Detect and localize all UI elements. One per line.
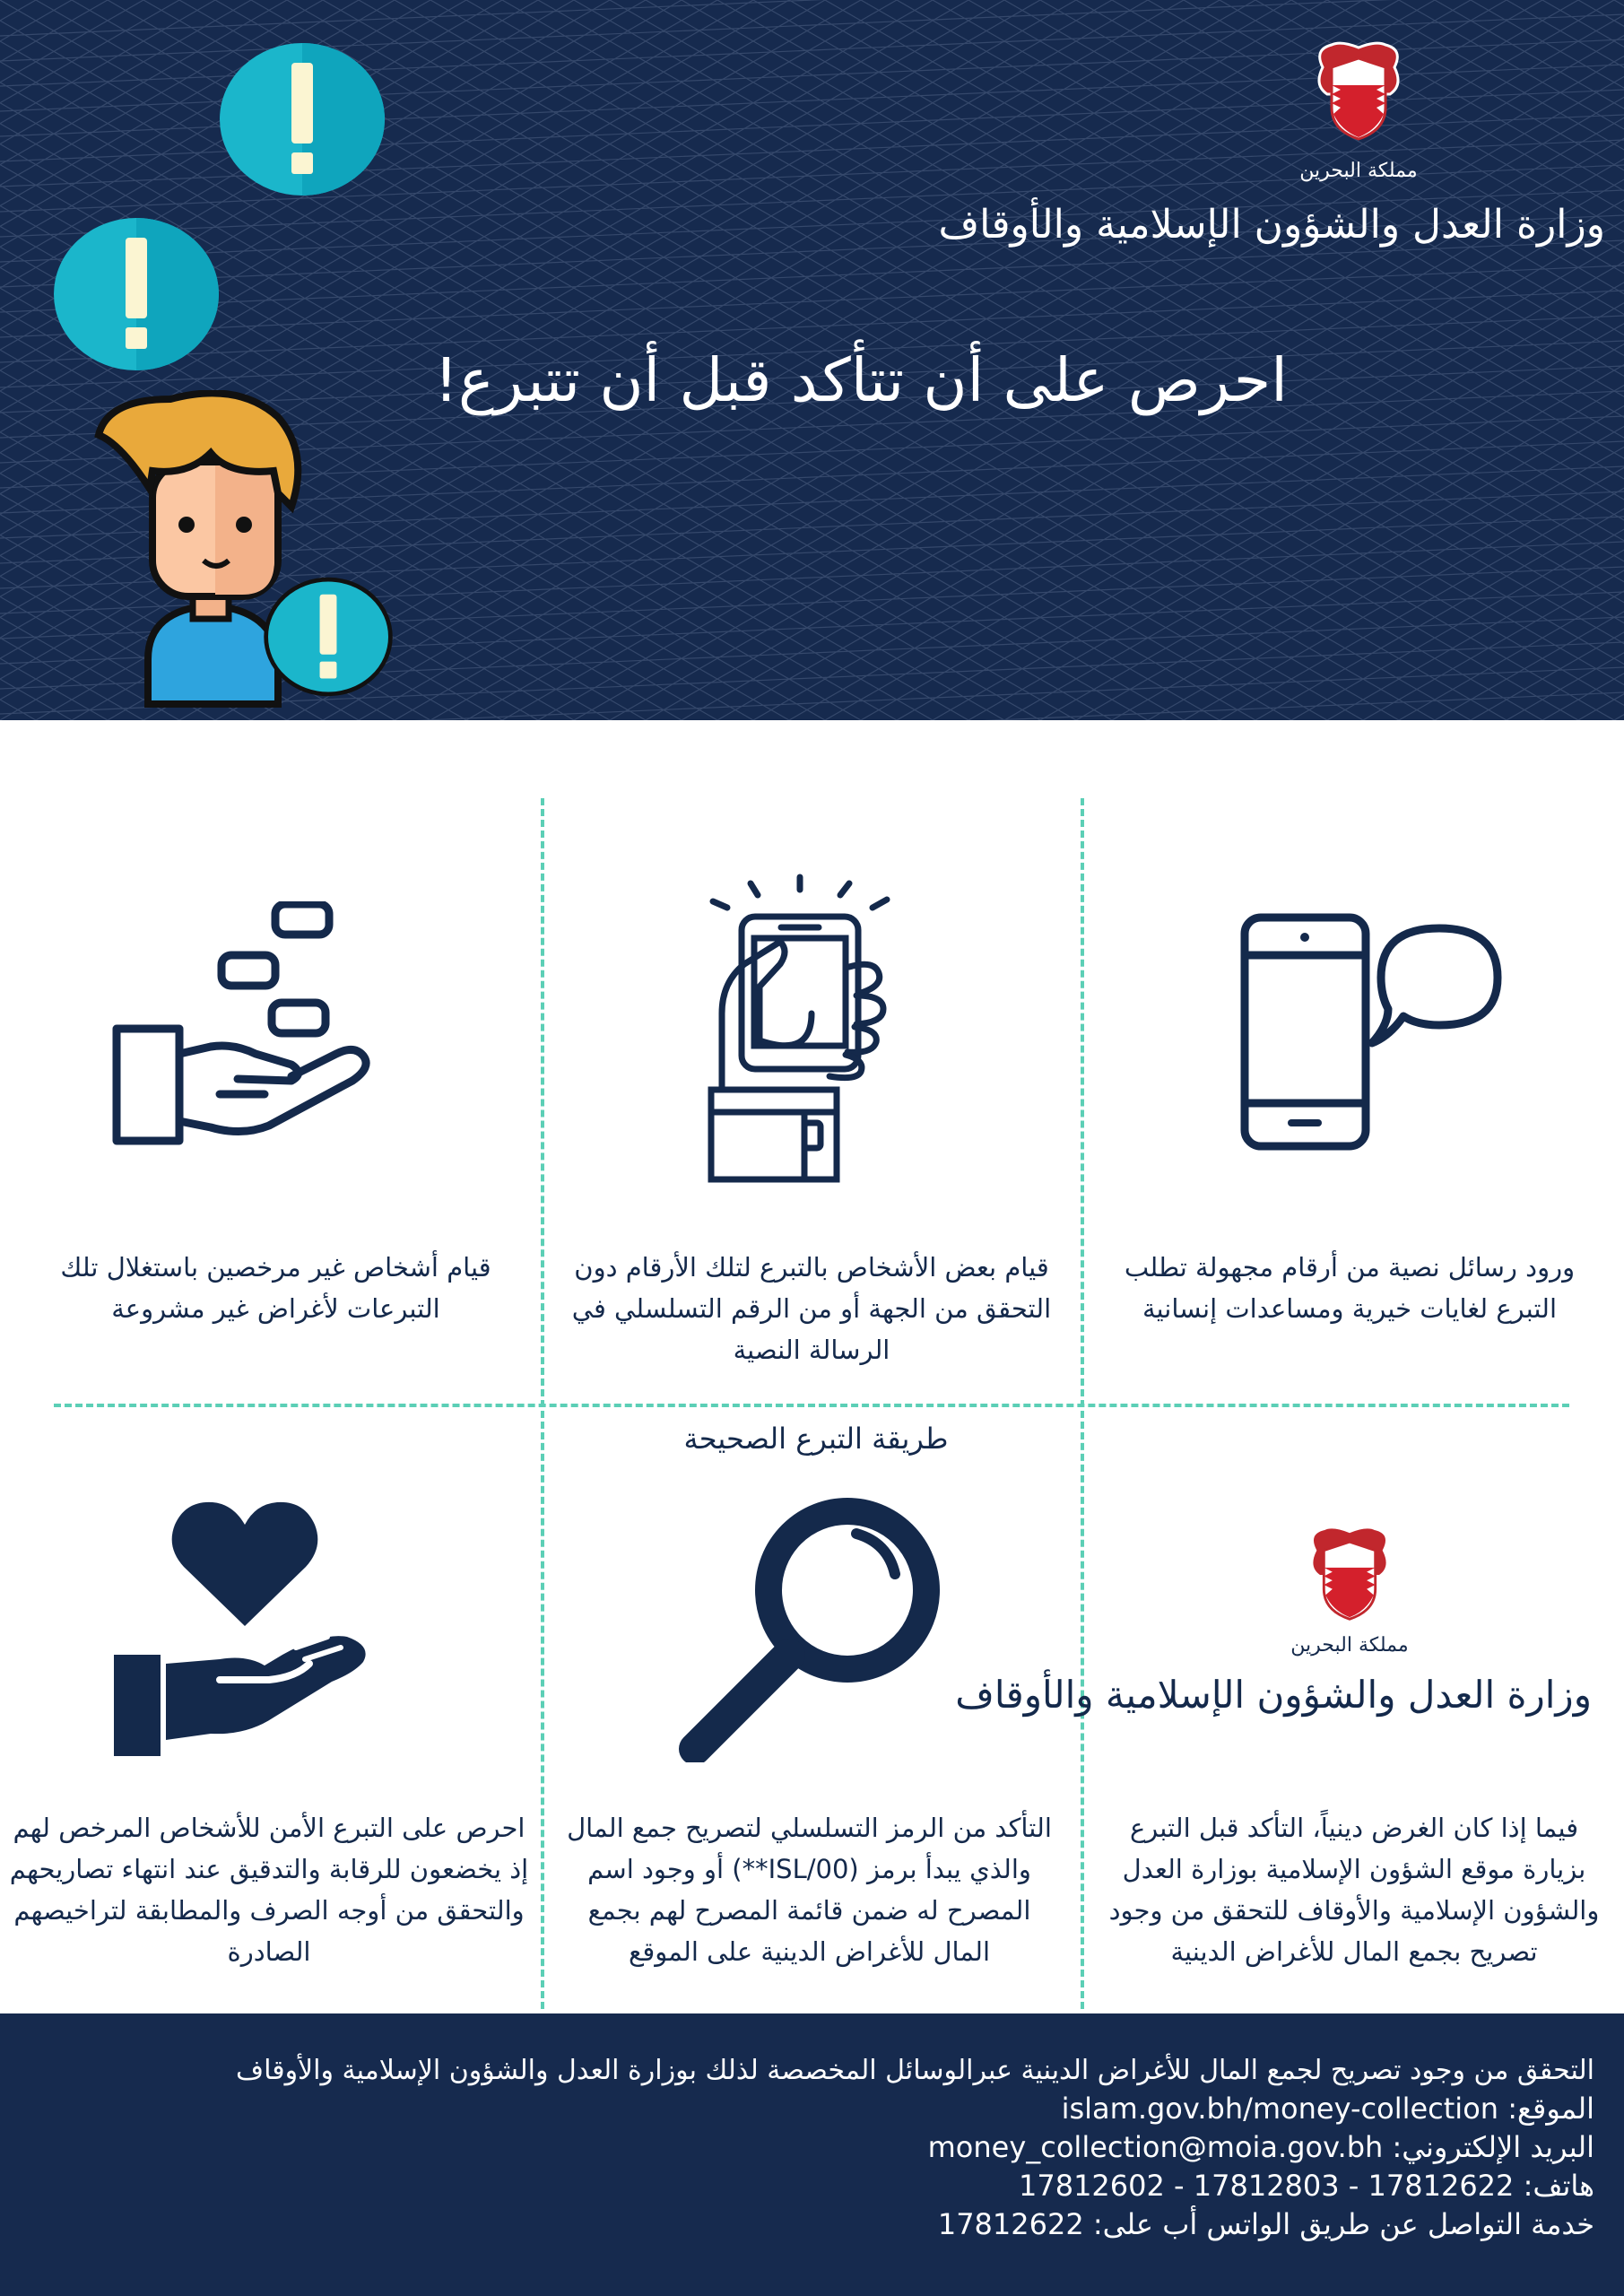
footer-contact bbox=[0, 2013, 1624, 2296]
footer-phone: هاتف: 17812622 - 17812803 - 17812602 bbox=[1018, 2169, 1594, 2203]
footer-email-link[interactable]: البريد الإلكتروني: money_collection@moia.gov.bh bbox=[927, 2130, 1594, 2164]
exclamation-alert-icon bbox=[262, 577, 395, 700]
warning-text-2: قيام بعض الأشخاص بالتبرع لتلك الأرقام دون التحقق من الجهة أو من الرقم التسلسلي في الرسالة النصية bbox=[571, 1252, 1052, 1365]
exclamation-alert-icon bbox=[220, 43, 385, 199]
bahrain-emblem-icon bbox=[1314, 40, 1403, 144]
correct-way-text-2: التأكد من الرمز التسلسلي لتصريح جمع المال والذي يبدأ برمز (ISL/00**) أو وجود اسم المصرح له ضمن قائمة المصرح لهم بجمع المال للأغراض الدينية على الموقع bbox=[567, 1813, 1052, 1967]
grid-divider bbox=[54, 1404, 1569, 1407]
ministry-name: وزارة العدل والشؤون الإسلامية والأوقاف bbox=[938, 202, 1605, 248]
exclamation-alert-icon bbox=[54, 218, 219, 374]
correct-way-text-1: فيما إذا كان الغرض دينياً، التأكد قبل التبرع بزيارة موقع الشؤون الإسلامية بوزارة العدل والشؤون الإسلامية والأوقاف للتحقق من وجود تصريح بجمع المال للأغراض الدينية bbox=[1108, 1813, 1600, 1967]
bahrain-emblem-icon bbox=[1305, 1525, 1394, 1623]
hand-with-coins-icon bbox=[112, 901, 381, 1174]
kingdom-name: مملكة البحرين bbox=[1299, 160, 1418, 182]
header-banner bbox=[0, 0, 1624, 720]
footer-verification-note: التحقق من وجود تصريح لجمع المال للأغراض الدينية عبرالوسائل المخصصة لذلك بوزارة العدل والشؤون الإسلامية والأوقاف bbox=[235, 2055, 1594, 2086]
hand-holding-phone-icon bbox=[695, 870, 919, 1192]
footer-lines bbox=[70, 2051, 1594, 2244]
ministry-logo-icon bbox=[955, 1525, 1592, 1740]
correct-way-text-3: احرص على التبرع الأمن للأشخاص المرخص لهم إذ يخضعون للرقابة والتدقيق عند انتهاء تصاريحهم والتحقق من أوجه الصرف والمطابقة لتراخيصهم الصادرة bbox=[9, 1813, 529, 1967]
warning-text-1: ورود رسائل نصية من أرقام مجهولة تطلب التبرع لغايات خيرية ومساعدات إنسانية bbox=[1124, 1252, 1576, 1324]
ministry-logo bbox=[938, 36, 1605, 269]
magnifier-icon bbox=[673, 1493, 951, 1766]
footer-whatsapp: خدمة التواصل عن طريق الواتس أب على: 17812622 bbox=[937, 2207, 1594, 2241]
page-title: احرص على أن تتأكد قبل أن تتبرع! bbox=[434, 345, 1288, 415]
heart-in-hand-icon bbox=[112, 1493, 381, 1761]
footer-website-link[interactable]: الموقع: islam.gov.bh/money-collection bbox=[1061, 2092, 1594, 2126]
kingdom-name: مملكة البحرين bbox=[1290, 1634, 1409, 1657]
ministry-name: وزارة العدل والشؤون الإسلامية والأوقاف bbox=[955, 1673, 1592, 1717]
correct-way-heading: طريقة التبرع الصحيحة bbox=[683, 1422, 949, 1456]
phone-message-icon bbox=[1238, 910, 1507, 1156]
warning-text-3: قيام أشخاص غير مرخصين باستغلال تلك التبرعات لأغراض غير مشروعة bbox=[60, 1252, 491, 1324]
